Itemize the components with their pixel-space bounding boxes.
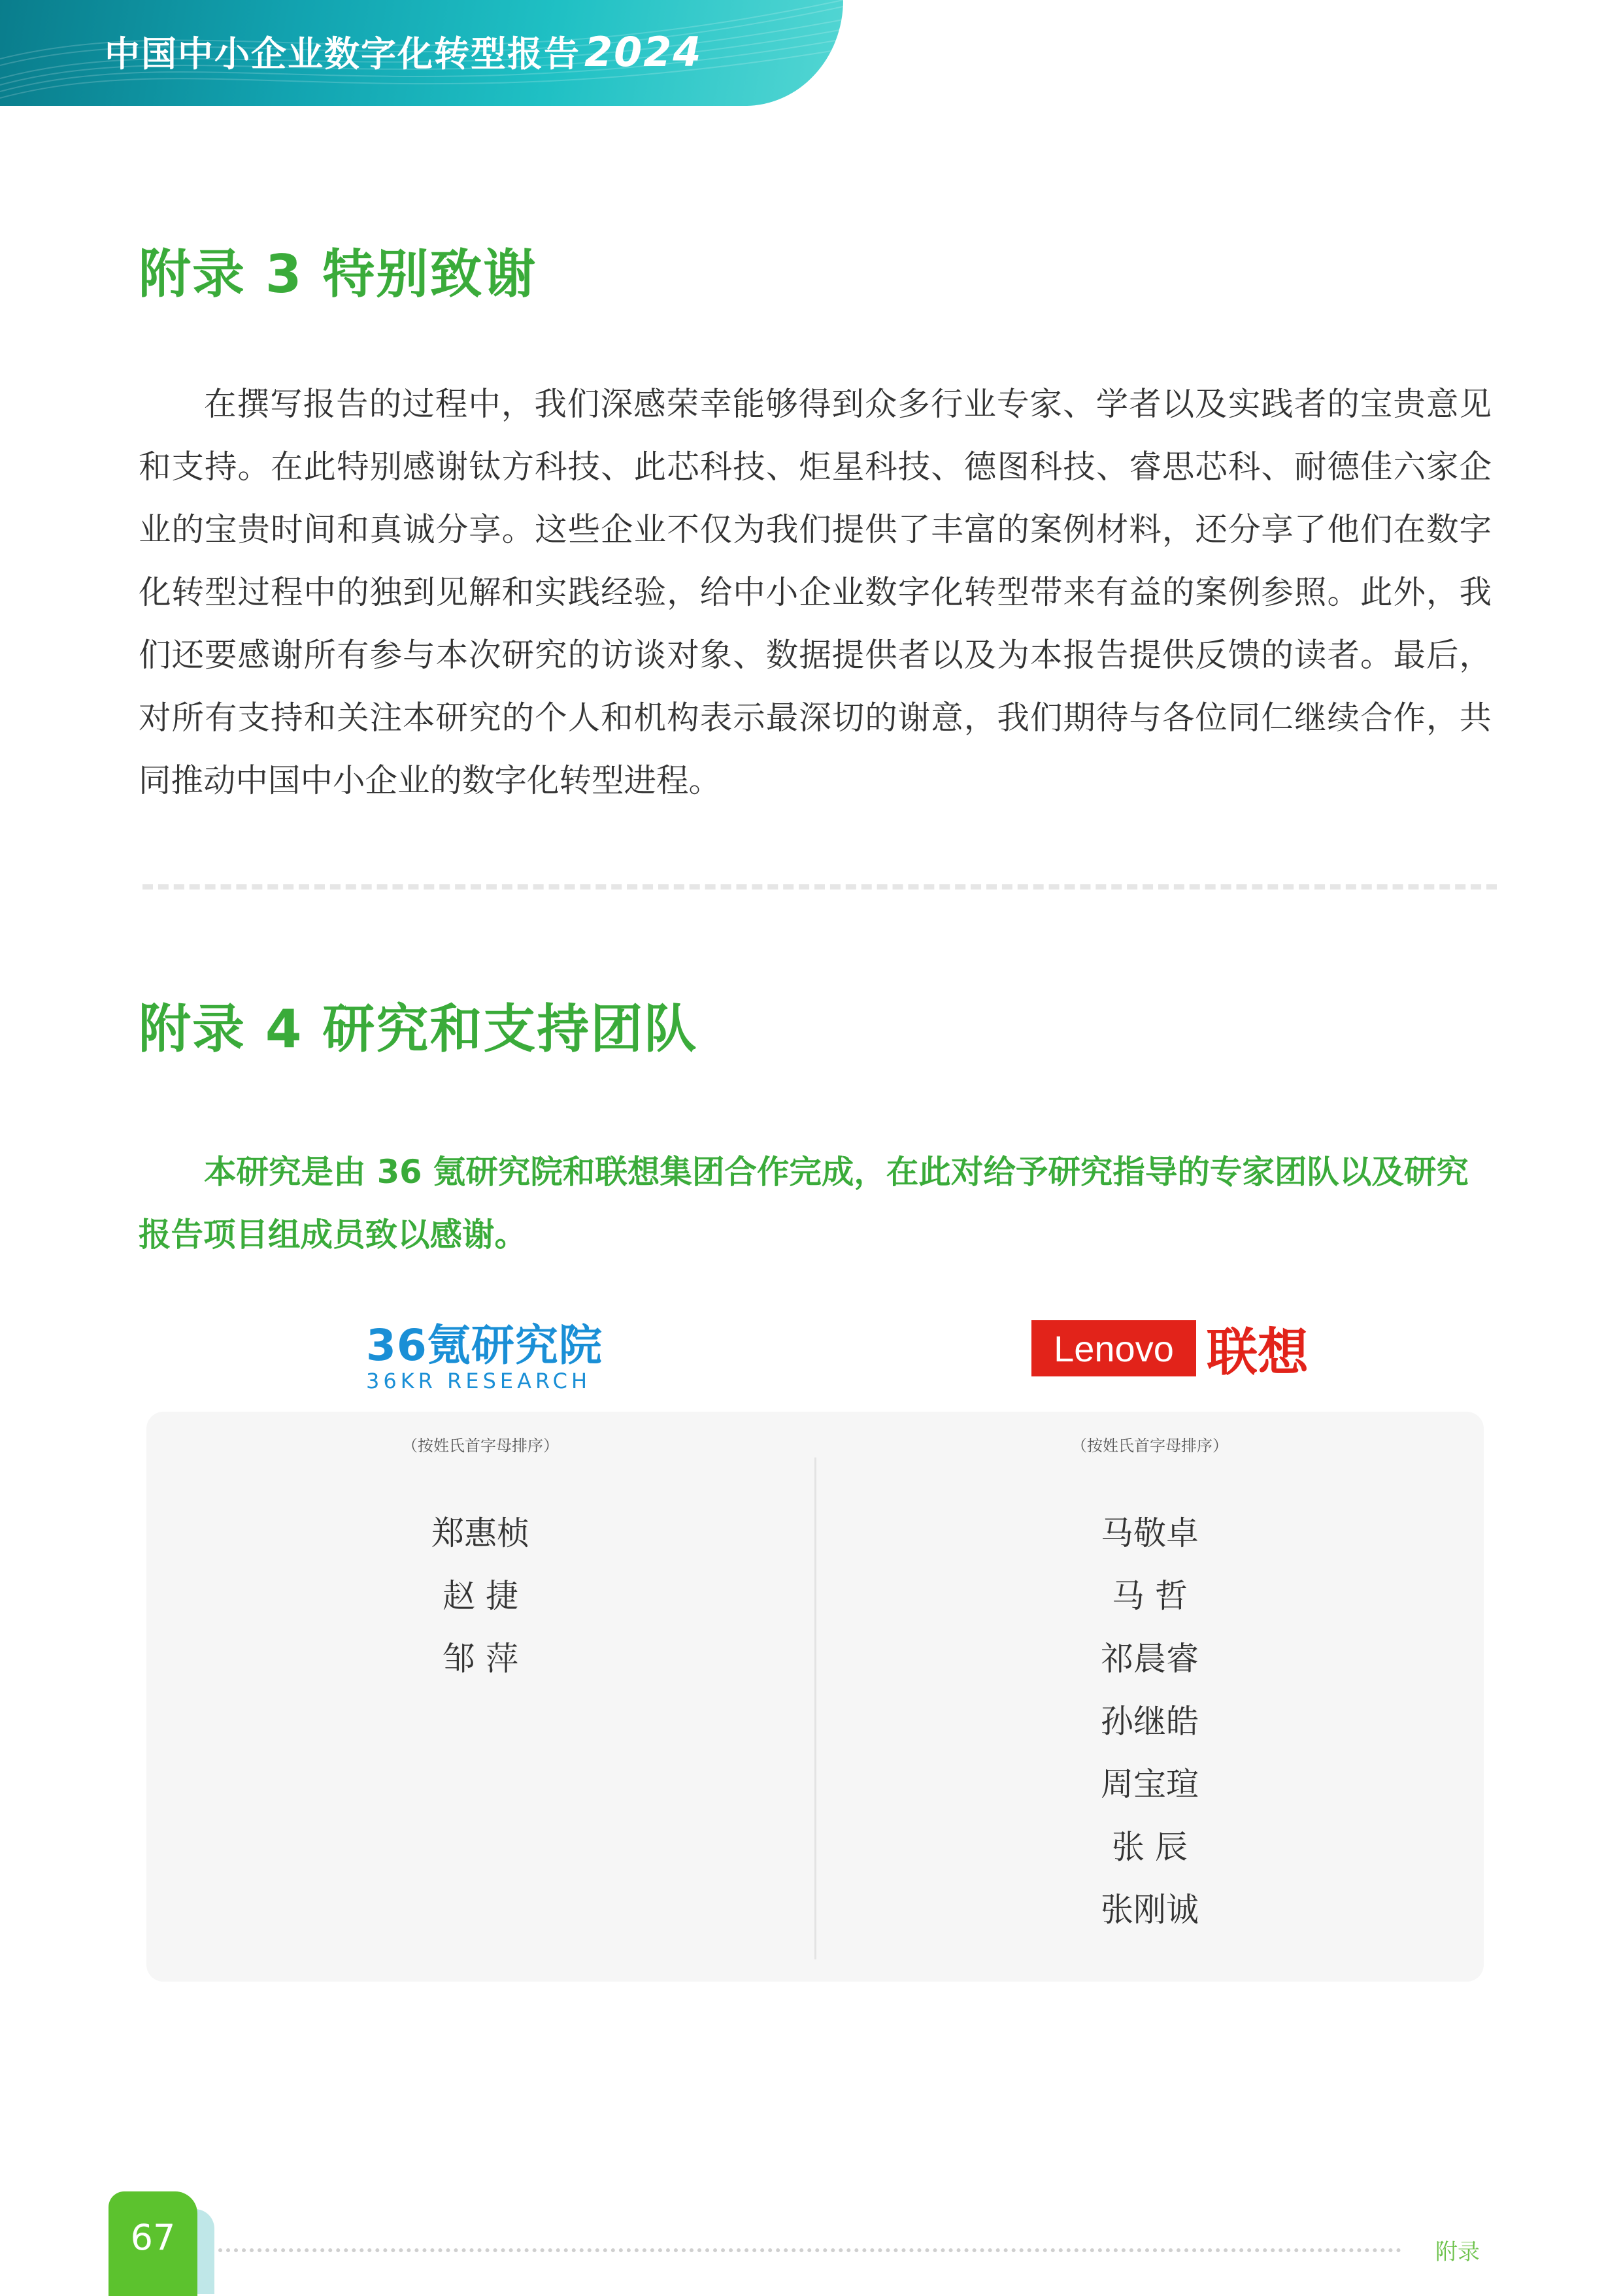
kr36-logo-en: 36KR RESEARCH xyxy=(366,1369,592,1393)
team-member-name: 马敬卓 xyxy=(1101,1514,1199,1552)
header-banner xyxy=(0,0,843,106)
report-title xyxy=(105,26,703,76)
lenovo-logo-cn: 联想 xyxy=(1207,1323,1309,1382)
appendix3-heading: 附录 3 特别致谢 xyxy=(139,244,537,305)
kr36-logo-cn: 36氪研究院 xyxy=(366,1320,603,1371)
page-number: 67 xyxy=(130,2217,176,2258)
team-member-name: 赵 捷 xyxy=(443,1577,518,1615)
team-panel xyxy=(146,1412,1484,1982)
lenovo-logo xyxy=(1031,1320,1309,1382)
name-list xyxy=(816,1502,1484,1941)
team-member-name: 孙继皓 xyxy=(1101,1703,1199,1740)
lenovo-logo-en: Lenovo xyxy=(1031,1320,1196,1376)
lenovo-team-column xyxy=(816,1412,1484,1941)
sort-note: （按姓氏首字母排序） xyxy=(1071,1437,1228,1455)
footer-dotted-line xyxy=(218,2248,1401,2252)
kr36-team-column xyxy=(146,1412,814,1690)
team-member-name: 张 辰 xyxy=(1112,1828,1188,1866)
section-divider xyxy=(142,884,1497,890)
team-member-name: 郑惠桢 xyxy=(431,1514,529,1552)
footer-section-label: 附录 xyxy=(1435,2239,1480,2265)
report-title-text: 中国中小企业数字化转型报告 xyxy=(105,33,580,75)
name-list xyxy=(146,1502,814,1690)
appendix3-paragraph: 在撰写报告的过程中，我们深感荣幸能够得到众多行业专家、学者以及实践者的宝贵意见和支持。在此特别感谢钛方科技、此芯科技、炬星科技、德图科技、睿思芯科、耐德佳六家企业的宝贵时间和真诚分享。这些企业不仅为我们提供了丰富的案例材料，还分享了他们在数字化转型过程中的独到见解和实践经验，给中小企业数字化转型带来有益的案例参照。此外，我们还要感谢所有参与本次研究的访谈对象、数据提供者以及为本报告提供反馈的读者。最后，对所有支持和关注本研究的个人和机构表示最深切的谢意，我们期待与各位同仁继续合作，共同推动中国中小企业的数字化转型进程。 xyxy=(139,385,1492,799)
kr36-research-logo xyxy=(366,1310,601,1393)
team-member-name: 祁晨睿 xyxy=(1101,1640,1199,1678)
team-member-name: 邹 萍 xyxy=(443,1640,518,1678)
team-member-name: 马 哲 xyxy=(1112,1577,1188,1615)
team-member-name: 周宝瑄 xyxy=(1101,1765,1199,1803)
report-year: 2024 xyxy=(584,28,703,76)
team-member-name: 张刚诚 xyxy=(1101,1891,1199,1929)
appendix4-intro: 本研究是由 36 氪研究院和联想集团合作完成，在此对给予研究指导的专家团队以及研究报告项目组成员致以感谢。 xyxy=(139,1153,1469,1254)
appendix4-heading: 附录 4 研究和支持团队 xyxy=(139,999,698,1059)
sort-note: （按姓氏首字母排序） xyxy=(402,1437,559,1455)
